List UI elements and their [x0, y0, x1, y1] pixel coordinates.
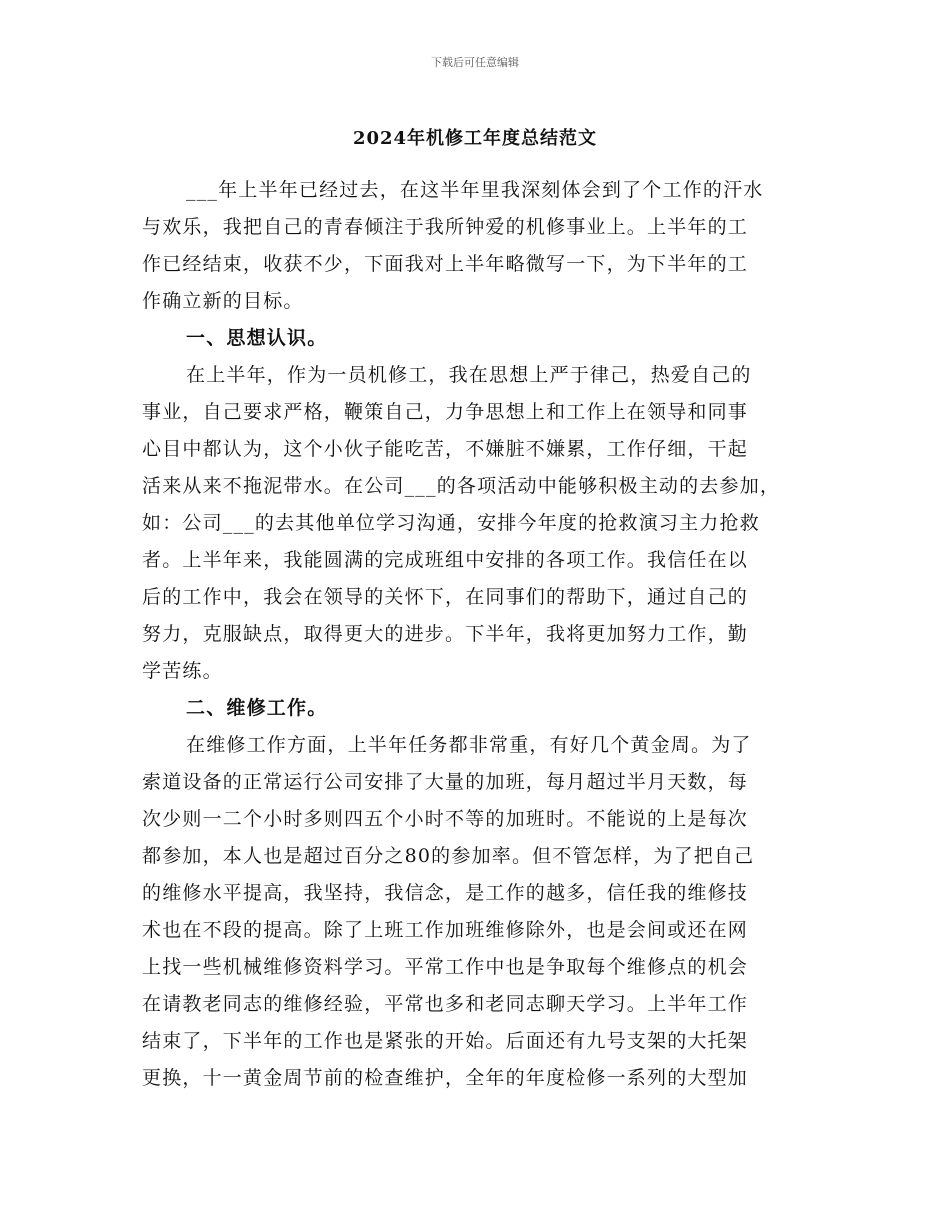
paragraph-line: 作已经结束，收获不少，下面我对上半年略微写一下，为下半年的工	[142, 253, 749, 275]
paragraph-line: 更换，十一黄金周节前的检查维护，全年的年度检修一系列的大型加	[142, 1067, 749, 1089]
page-header: 下载后可任意编辑	[431, 56, 519, 69]
paragraph-line: 结束了，下半年的工作也是紧张的开始。后面还有九号支架的大托架	[142, 1030, 749, 1052]
paragraph-line: 在请教老同志的维修经验，平常也多和老同志聊天学习。上半年工作	[142, 993, 749, 1015]
section-heading: 二、维修工作。	[186, 697, 328, 719]
paragraph-line: 在上半年，作为一员机修工，我在思想上严于律己，热爱自己的	[186, 364, 752, 386]
paragraph-line: 作确立新的目标。	[142, 290, 304, 312]
paragraph-line: ___年上半年已经过去，在这半年里我深刻体会到了个工作的汗水	[186, 179, 764, 201]
paragraph-line: 如：公司___的去其他单位学习沟通，安排今年度的抢救演习主力抢救	[142, 512, 760, 534]
paragraph-line: 在维修工作方面，上半年任务都非常重，有好几个黄金周。为了	[186, 734, 752, 756]
paragraph-line: 者。上半年来，我能圆满的完成班组中安排的各项工作。我信任在以	[142, 549, 749, 571]
section-heading: 一、思想认识。	[186, 327, 328, 349]
paragraph-line: 次少则一二个小时多则四五个小时不等的加班时。不能说的上是每次	[142, 808, 749, 830]
paragraph-line: 上找一些机械维修资料学习。平常工作中也是争取每个维修点的机会	[142, 956, 749, 978]
paragraph-line: 与欢乐，我把自己的青春倾注于我所钟爱的机修事业上。上半年的工	[142, 216, 749, 238]
paragraph-line: 活来从来不拖泥带水。在公司___的各项活动中能够积极主动的去参加，	[142, 475, 781, 497]
paragraph-line: 学苦练。	[142, 660, 223, 682]
paragraph-line: 事业，自己要求严格，鞭策自己，力争思想上和工作上在领导和同事	[142, 401, 749, 423]
paragraph-line: 的维修水平提高，我坚持，我信念，是工作的越多，信任我的维修技	[142, 882, 749, 904]
paragraph-line: 后的工作中，我会在领导的关怀下，在同事们的帮助下，通过自己的	[142, 586, 749, 608]
document-title: 2024年机修工年度总结范文	[352, 128, 598, 149]
paragraph-line: 术也在不段的提高。除了上班工作加班维修除外，也是会间或还在网	[142, 919, 749, 941]
paragraph-line: 索道设备的正常运行公司安排了大量的加班，每月超过半月天数，每	[142, 771, 749, 793]
paragraph-line: 努力，克服缺点，取得更大的进步。下半年，我将更加努力工作，勤	[142, 623, 749, 645]
paragraph-line: 都参加，本人也是超过百分之80的参加率。但不管怎样，为了把自己	[142, 845, 755, 867]
paragraph-line: 心目中都认为，这个小伙子能吃苦，不嫌脏不嫌累，工作仔细，干起	[142, 438, 749, 460]
